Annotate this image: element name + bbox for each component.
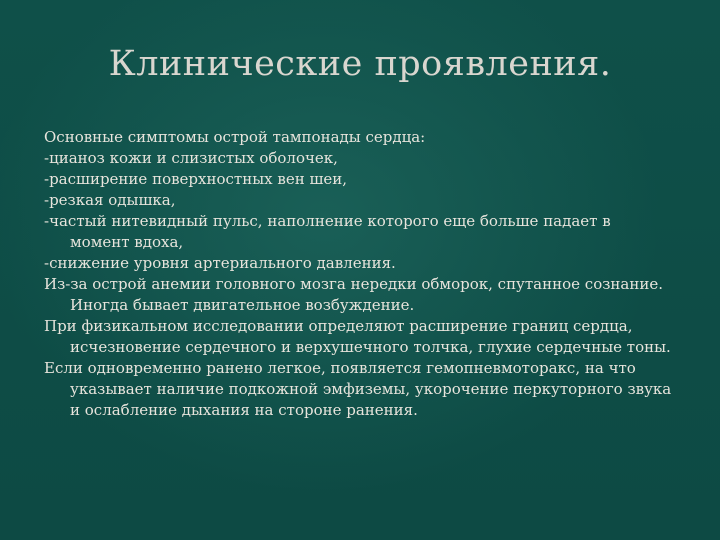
paragraph-physical-exam: При физикальном исследовании определяют расширение границ сердца, исчезновение сердечного и верхушечного толчка, глухие сердечные тоны.: [44, 317, 671, 356]
symptom-neck-veins: -расширение поверхностных вен шеи,: [44, 170, 348, 188]
symptom-blood-pressure: -снижение уровня артериального давления.: [44, 254, 396, 272]
symptom-pulse: -частый нитевидный пульс, наполнение которого еще больше падает в момент вдоха,: [44, 212, 611, 251]
slide-title: Клинические проявления.: [108, 44, 612, 84]
symptom-cyanosis: -цианоз кожи и слизистых оболочек,: [44, 149, 338, 167]
symptom-dyspnea: -резкая одышка,: [44, 191, 176, 209]
paragraph-anemia: Из-за острой анемии головного мозга нередки обморок, спутанное сознание. Иногда бывает двигательное возбуждение.: [44, 275, 663, 314]
paragraph-intro: Основные симптомы острой тампонады сердца:: [44, 128, 426, 146]
paragraph-hemopneumothorax: Если одновременно ранено легкое, появляется гемопневмоторакс, на что указывает наличие подкожной эмфиземы, укорочение перкуторного звука и ослабление дыхания на стороне ранения.: [44, 359, 672, 419]
slide-body: [44, 127, 674, 421]
